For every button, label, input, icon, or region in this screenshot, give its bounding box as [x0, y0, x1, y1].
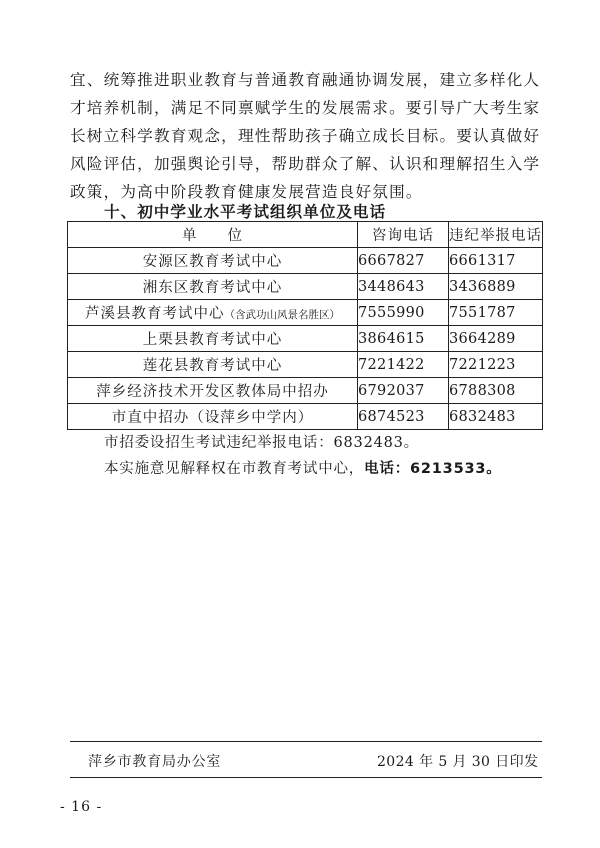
- table-row: [68, 274, 543, 300]
- table-row: [68, 352, 543, 378]
- unit-note: （含武功山风景名胜区）: [224, 309, 340, 321]
- consult-phone-cell: 3864615: [358, 326, 449, 352]
- report-phone-cell: 7221223: [449, 352, 543, 378]
- paragraph-line: 宜、统筹推进职业教育与普通教育融通协调发展，建立多样化人: [70, 71, 540, 89]
- consult-phone-cell: 6792037: [358, 378, 449, 404]
- table-row: [68, 378, 543, 404]
- unit-cell: 芦溪县教育考试中心（含武功山风景名胜区）: [68, 300, 358, 326]
- report-phone-cell: 6661317: [449, 248, 543, 274]
- report-phone-cell: 7551787: [449, 300, 543, 326]
- footer-bottom-rule: [70, 777, 542, 778]
- report-phone-cell: 3664289: [449, 326, 543, 352]
- body-paragraph: [70, 66, 540, 206]
- header-report-phone: 违纪举报电话: [449, 222, 543, 248]
- consult-phone-cell: 7555990: [358, 300, 449, 326]
- table-row: [68, 326, 543, 352]
- issuer: 萍乡市教育局办公室: [88, 754, 222, 770]
- table-row: [68, 404, 543, 430]
- consult-phone-cell: 6667827: [358, 248, 449, 274]
- exam-units-table: [67, 221, 543, 430]
- unit-cell: 湘东区教育考试中心: [68, 274, 358, 300]
- table-row: [68, 248, 543, 274]
- report-phone-cell: 3436889: [449, 274, 543, 300]
- interpretation-note: 本实施意见解释权在市教育考试中心，电话：6213533。: [104, 461, 502, 477]
- consult-phone-cell: 7221422: [358, 352, 449, 378]
- section-heading: 十、初中学业水平考试组织单位及电话: [104, 203, 387, 221]
- paragraph-line: 风险评估，加强舆论引导，帮助群众了解、认识和理解招生入学: [70, 155, 540, 173]
- unit-cell: 市直中招办（设萍乡中学内）: [68, 404, 358, 430]
- hotline-note: 市招委设招生考试违纪举报电话：6832483。: [104, 435, 419, 451]
- page-number: - 16 -: [60, 799, 103, 815]
- report-phone-cell: 6832483: [449, 404, 543, 430]
- footer-top-rule: [70, 741, 542, 742]
- header-unit: 单 位: [68, 222, 358, 248]
- unit-cell: 安源区教育考试中心: [68, 248, 358, 274]
- unit-cell: 萍乡经济技术开发区教体局中招办: [68, 378, 358, 404]
- unit-cell: 莲花县教育考试中心: [68, 352, 358, 378]
- issue-date: 2024 年 5 月 30 日印发: [377, 754, 539, 770]
- report-phone-cell: 6788308: [449, 378, 543, 404]
- paragraph-line: 才培养机制，满足不同禀赋学生的发展需求。要引导广大考生家: [70, 99, 540, 117]
- table-row: [68, 300, 543, 326]
- paragraph-line: 政策，为高中阶段教育健康发展营造良好氛围。: [70, 183, 423, 201]
- paragraph-line: 长树立科学教育观念，理性帮助孩子确立成长目标。要认真做好: [70, 127, 540, 145]
- header-consult-phone: 咨询电话: [358, 222, 449, 248]
- unit-cell: 上栗县教育考试中心: [68, 326, 358, 352]
- interpretation-phone: 电话：6213533。: [364, 461, 502, 477]
- consult-phone-cell: 6874523: [358, 404, 449, 430]
- consult-phone-cell: 3448643: [358, 274, 449, 300]
- table-header-row: [68, 222, 543, 248]
